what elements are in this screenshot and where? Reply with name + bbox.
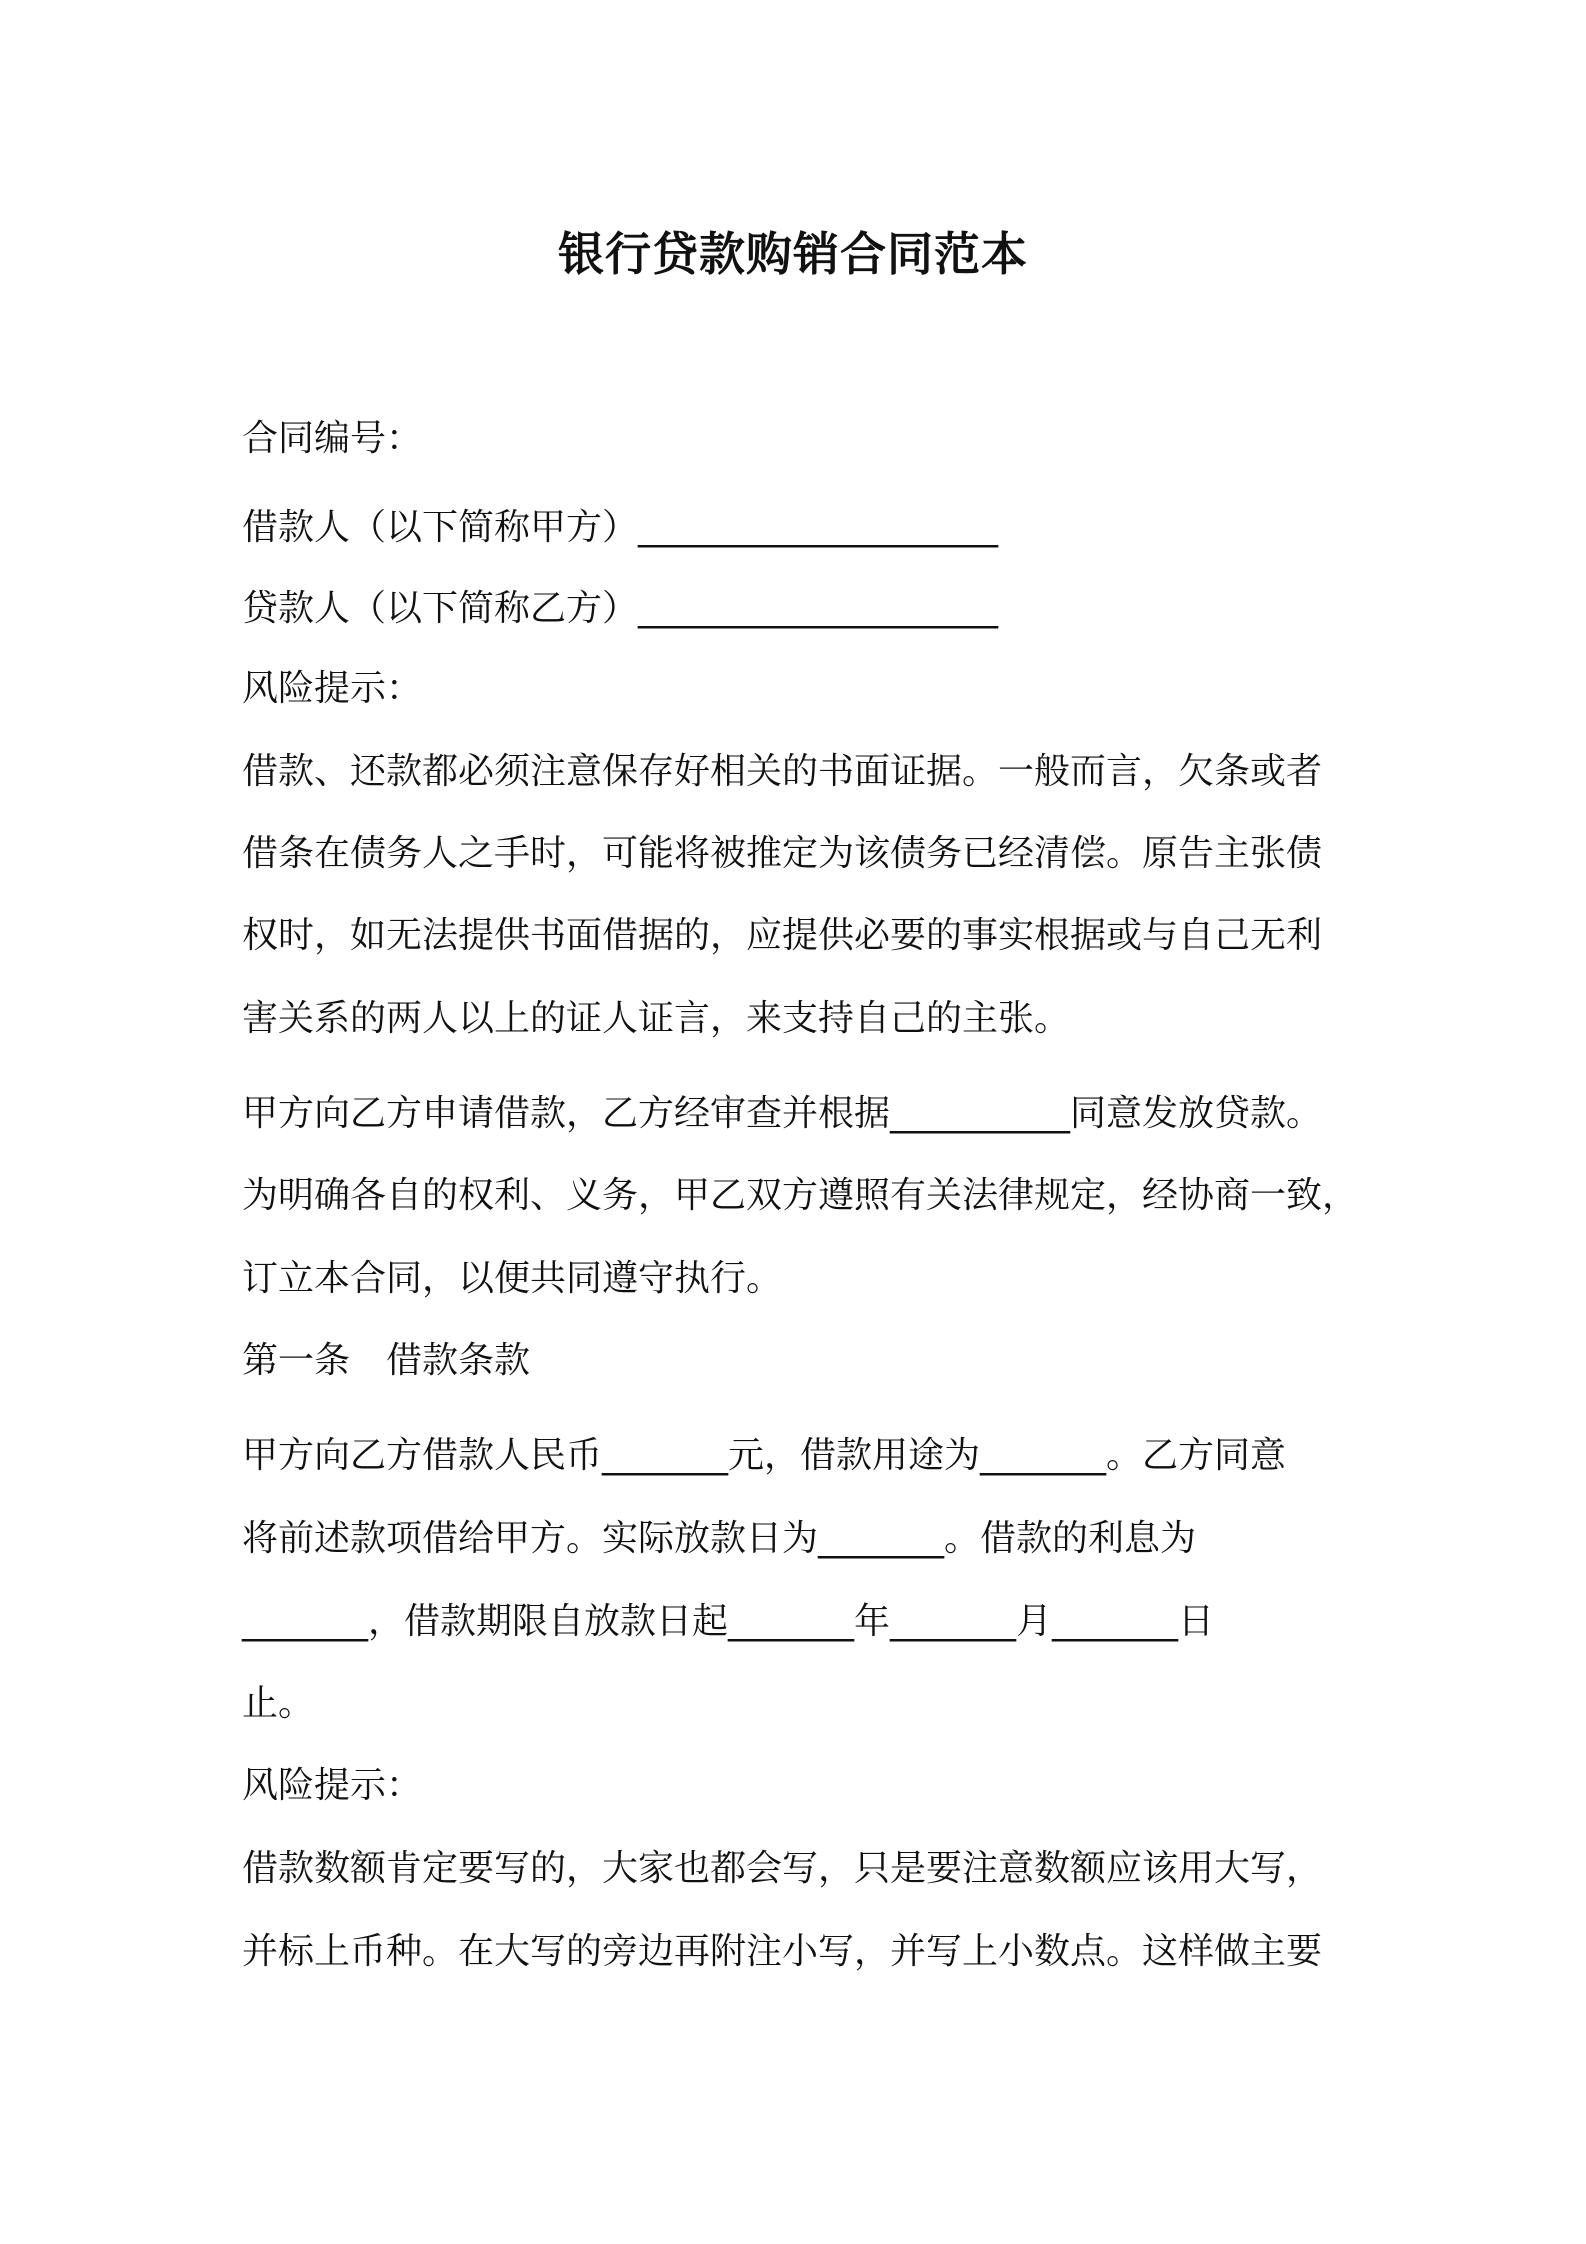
paragraph-line: 借条在债务人之手时，可能将被推定为该债务已经清偿。原告主张债 bbox=[242, 833, 1323, 874]
risk-tip-heading: 风险提示： bbox=[242, 668, 423, 709]
paragraph-line: 害关系的两人以上的证人证言，来支持自己的主张。 bbox=[242, 998, 1071, 1039]
paragraph-line: 甲方向乙方借款人民币_______元，借款用途为_______。乙方同意 bbox=[242, 1435, 1287, 1476]
paragraph-line: 将前述款项借给甲方。实际放款日为_______。借款的利息为 bbox=[242, 1518, 1197, 1559]
contract-number-label: 合同编号： bbox=[242, 418, 423, 459]
paragraph-line: _______，借款期限自放款日起_______年_______月_______日 bbox=[242, 1601, 1215, 1642]
paragraph-line: 订立本合同，以便共同遵守执行。 bbox=[242, 1258, 783, 1299]
paragraph-line: 为明确各自的权利、义务，甲乙双方遵照有关法律规定，经协商一致， bbox=[242, 1175, 1359, 1216]
paragraph-line: 甲方向乙方申请借款，乙方经审查并根据__________同意发放贷款。 bbox=[242, 1093, 1323, 1134]
borrower-line: 借款人（以下简称甲方）____________________ bbox=[242, 507, 999, 548]
article-heading: 第一条 借款条款 bbox=[242, 1340, 531, 1381]
document-title: 银行贷款购销合同范本 bbox=[558, 227, 1028, 281]
paragraph-line: 止。 bbox=[242, 1683, 315, 1724]
paragraph-line: 借款、还款都必须注意保存好相关的书面证据。一般而言，欠条或者 bbox=[242, 751, 1323, 792]
paragraph-line: 权时，如无法提供书面借据的，应提供必要的事实根据或与自己无利 bbox=[242, 915, 1323, 956]
paragraph-line: 借款数额肯定要写的，大家也都会写，只是要注意数额应该用大写， bbox=[242, 1848, 1323, 1889]
risk-tip-heading: 风险提示： bbox=[242, 1765, 423, 1806]
lender-line: 贷款人（以下简称乙方）____________________ bbox=[242, 588, 999, 629]
paragraph-line: 并标上币种。在大写的旁边再附注小写，并写上小数点。这样做主要 bbox=[242, 1931, 1323, 1972]
